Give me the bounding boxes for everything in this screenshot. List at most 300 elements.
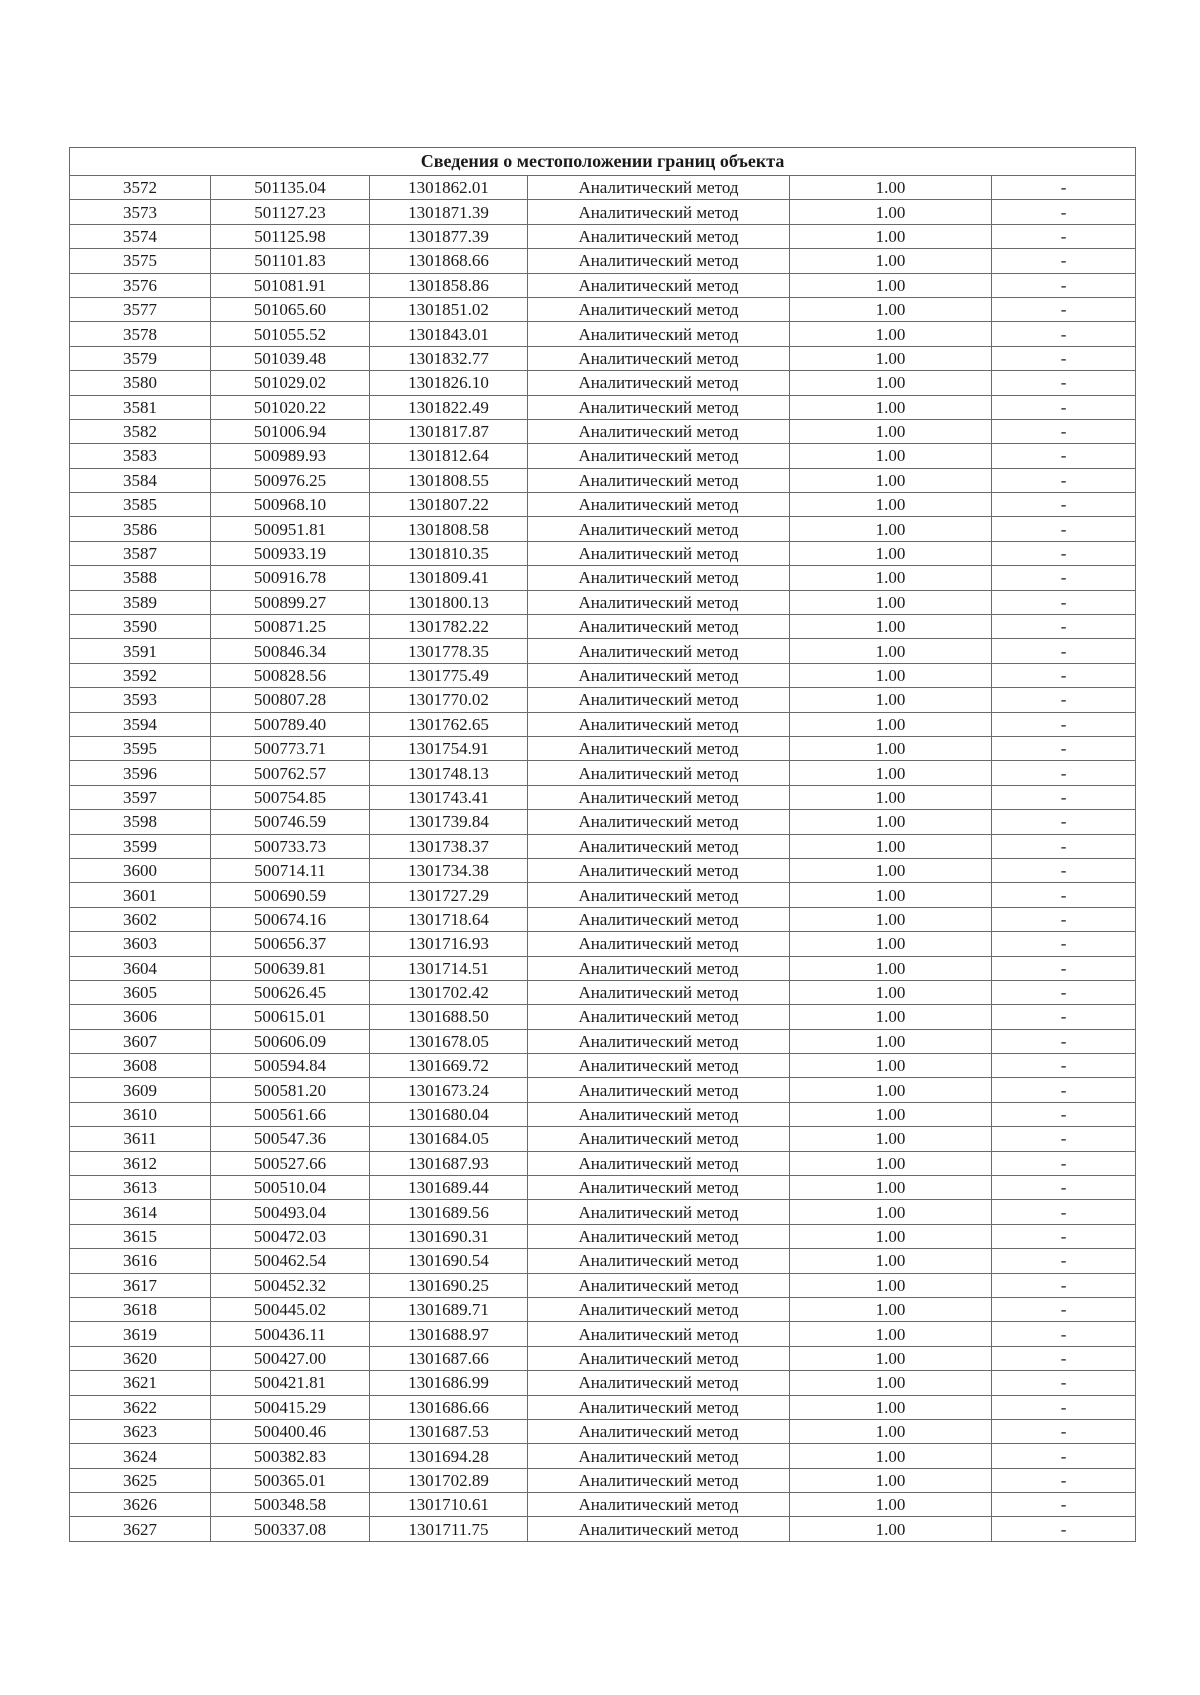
table-row — [70, 1395, 1136, 1419]
cell-point-number: 3575 — [70, 249, 211, 273]
cell-method: Аналитический метод — [528, 956, 790, 980]
cell-method: Аналитический метод — [528, 1297, 790, 1321]
cell-coordinate-x: 500462.54 — [211, 1249, 370, 1273]
cell-method: Аналитический метод — [528, 858, 790, 882]
cell-accuracy: 1.00 — [790, 785, 992, 809]
cell-point-number: 3584 — [70, 468, 211, 492]
table-row — [70, 566, 1136, 590]
cell-description: - — [992, 249, 1136, 273]
table-row — [70, 1444, 1136, 1468]
cell-description: - — [992, 1054, 1136, 1078]
cell-point-number: 3598 — [70, 810, 211, 834]
cell-coordinate-y: 1301686.66 — [370, 1395, 528, 1419]
cell-method: Аналитический метод — [528, 883, 790, 907]
cell-accuracy: 1.00 — [790, 639, 992, 663]
cell-accuracy: 1.00 — [790, 224, 992, 248]
cell-method: Аналитический метод — [528, 346, 790, 370]
cell-description: - — [992, 1297, 1136, 1321]
cell-method: Аналитический метод — [528, 493, 790, 517]
table-row — [70, 1200, 1136, 1224]
cell-method: Аналитический метод — [528, 639, 790, 663]
cell-point-number: 3617 — [70, 1273, 211, 1297]
cell-coordinate-y: 1301678.05 — [370, 1029, 528, 1053]
cell-coordinate-y: 1301748.13 — [370, 761, 528, 785]
cell-coordinate-y: 1301739.84 — [370, 810, 528, 834]
cell-description: - — [992, 1346, 1136, 1370]
cell-point-number: 3625 — [70, 1468, 211, 1492]
cell-description: - — [992, 1322, 1136, 1346]
table-row — [70, 517, 1136, 541]
cell-description: - — [992, 1395, 1136, 1419]
cell-coordinate-y: 1301669.72 — [370, 1054, 528, 1078]
cell-coordinate-y: 1301716.93 — [370, 932, 528, 956]
cell-coordinate-y: 1301762.65 — [370, 712, 528, 736]
cell-description: - — [992, 468, 1136, 492]
cell-method: Аналитический метод — [528, 761, 790, 785]
cell-accuracy: 1.00 — [790, 1297, 992, 1321]
cell-coordinate-y: 1301687.53 — [370, 1419, 528, 1443]
table-row — [70, 371, 1136, 395]
cell-method: Аналитический метод — [528, 590, 790, 614]
cell-point-number: 3602 — [70, 907, 211, 931]
table-row — [70, 493, 1136, 517]
cell-coordinate-x: 500916.78 — [211, 566, 370, 590]
cell-coordinate-x: 501135.04 — [211, 176, 370, 200]
cell-coordinate-x: 501125.98 — [211, 224, 370, 248]
cell-coordinate-x: 500976.25 — [211, 468, 370, 492]
cell-coordinate-x: 500421.81 — [211, 1371, 370, 1395]
table-row — [70, 1151, 1136, 1175]
cell-coordinate-y: 1301868.66 — [370, 249, 528, 273]
cell-point-number: 3597 — [70, 785, 211, 809]
cell-method: Аналитический метод — [528, 980, 790, 1004]
cell-description: - — [992, 615, 1136, 639]
cell-coordinate-y: 1301734.38 — [370, 858, 528, 882]
cell-coordinate-y: 1301687.66 — [370, 1346, 528, 1370]
cell-accuracy: 1.00 — [790, 712, 992, 736]
cell-description: - — [992, 1493, 1136, 1517]
cell-point-number: 3619 — [70, 1322, 211, 1346]
cell-point-number: 3605 — [70, 980, 211, 1004]
cell-accuracy: 1.00 — [790, 980, 992, 1004]
table-row — [70, 688, 1136, 712]
cell-method: Аналитический метод — [528, 1054, 790, 1078]
cell-point-number: 3591 — [70, 639, 211, 663]
cell-description: - — [992, 663, 1136, 687]
cell-coordinate-x: 500415.29 — [211, 1395, 370, 1419]
cell-description: - — [992, 761, 1136, 785]
cell-coordinate-x: 501127.23 — [211, 200, 370, 224]
cell-coordinate-x: 500615.01 — [211, 1005, 370, 1029]
cell-method: Аналитический метод — [528, 371, 790, 395]
cell-coordinate-x: 500427.00 — [211, 1346, 370, 1370]
cell-accuracy: 1.00 — [790, 371, 992, 395]
cell-coordinate-y: 1301680.04 — [370, 1102, 528, 1126]
cell-method: Аналитический метод — [528, 1371, 790, 1395]
cell-point-number: 3612 — [70, 1151, 211, 1175]
cell-accuracy: 1.00 — [790, 200, 992, 224]
cell-point-number: 3587 — [70, 541, 211, 565]
cell-coordinate-y: 1301775.49 — [370, 663, 528, 687]
table-row — [70, 639, 1136, 663]
table-row — [70, 249, 1136, 273]
cell-method: Аналитический метод — [528, 1200, 790, 1224]
cell-coordinate-y: 1301754.91 — [370, 736, 528, 760]
cell-description: - — [992, 1273, 1136, 1297]
cell-coordinate-y: 1301684.05 — [370, 1127, 528, 1151]
cell-point-number: 3579 — [70, 346, 211, 370]
cell-accuracy: 1.00 — [790, 834, 992, 858]
cell-description: - — [992, 224, 1136, 248]
cell-coordinate-y: 1301812.64 — [370, 444, 528, 468]
cell-accuracy: 1.00 — [790, 1395, 992, 1419]
table-row — [70, 273, 1136, 297]
cell-description: - — [992, 736, 1136, 760]
cell-description: - — [992, 493, 1136, 517]
table-row — [70, 1224, 1136, 1248]
cell-coordinate-x: 500348.58 — [211, 1493, 370, 1517]
cell-description: - — [992, 1029, 1136, 1053]
cell-accuracy: 1.00 — [790, 761, 992, 785]
cell-accuracy: 1.00 — [790, 1273, 992, 1297]
cell-point-number: 3599 — [70, 834, 211, 858]
cell-point-number: 3590 — [70, 615, 211, 639]
cell-point-number: 3586 — [70, 517, 211, 541]
cell-coordinate-y: 1301689.56 — [370, 1200, 528, 1224]
cell-description: - — [992, 1127, 1136, 1151]
table-row — [70, 322, 1136, 346]
cell-coordinate-x: 501006.94 — [211, 419, 370, 443]
cell-coordinate-y: 1301688.50 — [370, 1005, 528, 1029]
table-row — [70, 1493, 1136, 1517]
cell-method: Аналитический метод — [528, 1151, 790, 1175]
cell-accuracy: 1.00 — [790, 1346, 992, 1370]
cell-description: - — [992, 566, 1136, 590]
table-row — [70, 395, 1136, 419]
table-row — [70, 1029, 1136, 1053]
cell-coordinate-x: 500436.11 — [211, 1322, 370, 1346]
cell-accuracy: 1.00 — [790, 1127, 992, 1151]
table-row — [70, 932, 1136, 956]
cell-point-number: 3613 — [70, 1176, 211, 1200]
cell-method: Аналитический метод — [528, 1444, 790, 1468]
cell-coordinate-x: 500989.93 — [211, 444, 370, 468]
cell-accuracy: 1.00 — [790, 907, 992, 931]
cell-coordinate-x: 500510.04 — [211, 1176, 370, 1200]
table-row — [70, 1176, 1136, 1200]
cell-point-number: 3592 — [70, 663, 211, 687]
cell-point-number: 3595 — [70, 736, 211, 760]
cell-method: Аналитический метод — [528, 615, 790, 639]
cell-description: - — [992, 883, 1136, 907]
cell-description: - — [992, 834, 1136, 858]
table-row — [70, 1419, 1136, 1443]
table-row — [70, 297, 1136, 321]
cell-coordinate-y: 1301688.97 — [370, 1322, 528, 1346]
cell-point-number: 3603 — [70, 932, 211, 956]
cell-point-number: 3610 — [70, 1102, 211, 1126]
cell-method: Аналитический метод — [528, 1468, 790, 1492]
cell-coordinate-y: 1301727.29 — [370, 883, 528, 907]
table-row — [70, 615, 1136, 639]
cell-description: - — [992, 980, 1136, 1004]
cell-coordinate-x: 500527.66 — [211, 1151, 370, 1175]
table-body — [70, 176, 1136, 1542]
cell-coordinate-x: 500626.45 — [211, 980, 370, 1004]
cell-accuracy: 1.00 — [790, 1005, 992, 1029]
cell-accuracy: 1.00 — [790, 493, 992, 517]
cell-coordinate-x: 500968.10 — [211, 493, 370, 517]
table-row — [70, 1517, 1136, 1541]
cell-coordinate-y: 1301718.64 — [370, 907, 528, 931]
cell-accuracy: 1.00 — [790, 1102, 992, 1126]
cell-description: - — [992, 1371, 1136, 1395]
cell-coordinate-x: 500445.02 — [211, 1297, 370, 1321]
cell-method: Аналитический метод — [528, 1249, 790, 1273]
cell-accuracy: 1.00 — [790, 1224, 992, 1248]
cell-description: - — [992, 1444, 1136, 1468]
table-row — [70, 468, 1136, 492]
cell-coordinate-y: 1301673.24 — [370, 1078, 528, 1102]
cell-coordinate-x: 500789.40 — [211, 712, 370, 736]
cell-method: Аналитический метод — [528, 1273, 790, 1297]
cell-method: Аналитический метод — [528, 663, 790, 687]
cell-coordinate-x: 500337.08 — [211, 1517, 370, 1541]
cell-method: Аналитический метод — [528, 566, 790, 590]
table-row — [70, 1005, 1136, 1029]
cell-description: - — [992, 1517, 1136, 1541]
cell-method: Аналитический метод — [528, 1493, 790, 1517]
cell-accuracy: 1.00 — [790, 1493, 992, 1517]
cell-method: Аналитический метод — [528, 176, 790, 200]
cell-coordinate-x: 500547.36 — [211, 1127, 370, 1151]
table-title: Сведения о местоположении границ объекта — [70, 148, 1136, 176]
table-row — [70, 444, 1136, 468]
cell-method: Аналитический метод — [528, 395, 790, 419]
table-row — [70, 1273, 1136, 1297]
cell-method: Аналитический метод — [528, 419, 790, 443]
cell-method: Аналитический метод — [528, 541, 790, 565]
cell-point-number: 3574 — [70, 224, 211, 248]
cell-accuracy: 1.00 — [790, 956, 992, 980]
cell-method: Аналитический метод — [528, 688, 790, 712]
cell-coordinate-y: 1301690.54 — [370, 1249, 528, 1273]
cell-point-number: 3607 — [70, 1029, 211, 1053]
table-row — [70, 1322, 1136, 1346]
cell-method: Аналитический метод — [528, 907, 790, 931]
cell-accuracy: 1.00 — [790, 883, 992, 907]
table-row — [70, 1297, 1136, 1321]
table-row — [70, 883, 1136, 907]
cell-description: - — [992, 1249, 1136, 1273]
cell-coordinate-y: 1301807.22 — [370, 493, 528, 517]
cell-coordinate-y: 1301743.41 — [370, 785, 528, 809]
table-row — [70, 419, 1136, 443]
table-row — [70, 1468, 1136, 1492]
cell-accuracy: 1.00 — [790, 1078, 992, 1102]
cell-coordinate-x: 500561.66 — [211, 1102, 370, 1126]
cell-coordinate-x: 500690.59 — [211, 883, 370, 907]
cell-coordinate-x: 501081.91 — [211, 273, 370, 297]
cell-coordinate-x: 500594.84 — [211, 1054, 370, 1078]
table-row — [70, 956, 1136, 980]
cell-description: - — [992, 590, 1136, 614]
cell-coordinate-y: 1301702.89 — [370, 1468, 528, 1492]
cell-coordinate-y: 1301817.87 — [370, 419, 528, 443]
cell-method: Аналитический метод — [528, 1224, 790, 1248]
cell-method: Аналитический метод — [528, 1395, 790, 1419]
table-row — [70, 1346, 1136, 1370]
cell-method: Аналитический метод — [528, 932, 790, 956]
cell-coordinate-y: 1301738.37 — [370, 834, 528, 858]
cell-coordinate-x: 500733.73 — [211, 834, 370, 858]
cell-coordinate-x: 501039.48 — [211, 346, 370, 370]
cell-accuracy: 1.00 — [790, 688, 992, 712]
cell-method: Аналитический метод — [528, 1176, 790, 1200]
cell-method: Аналитический метод — [528, 468, 790, 492]
cell-coordinate-y: 1301710.61 — [370, 1493, 528, 1517]
cell-accuracy: 1.00 — [790, 1200, 992, 1224]
cell-coordinate-y: 1301822.49 — [370, 395, 528, 419]
cell-method: Аналитический метод — [528, 444, 790, 468]
cell-method: Аналитический метод — [528, 297, 790, 321]
cell-point-number: 3623 — [70, 1419, 211, 1443]
cell-method: Аналитический метод — [528, 1078, 790, 1102]
cell-point-number: 3622 — [70, 1395, 211, 1419]
cell-coordinate-y: 1301808.58 — [370, 517, 528, 541]
cell-description: - — [992, 1200, 1136, 1224]
cell-method: Аналитический метод — [528, 1127, 790, 1151]
cell-method: Аналитический метод — [528, 1005, 790, 1029]
cell-accuracy: 1.00 — [790, 1151, 992, 1175]
cell-accuracy: 1.00 — [790, 1054, 992, 1078]
table-row — [70, 346, 1136, 370]
cell-accuracy: 1.00 — [790, 1176, 992, 1200]
table-row — [70, 712, 1136, 736]
cell-coordinate-x: 500639.81 — [211, 956, 370, 980]
cell-method: Аналитический метод — [528, 736, 790, 760]
cell-description: - — [992, 297, 1136, 321]
cell-accuracy: 1.00 — [790, 346, 992, 370]
cell-coordinate-x: 500714.11 — [211, 858, 370, 882]
cell-method: Аналитический метод — [528, 273, 790, 297]
cell-description: - — [992, 810, 1136, 834]
cell-point-number: 3580 — [70, 371, 211, 395]
cell-coordinate-x: 500933.19 — [211, 541, 370, 565]
cell-coordinate-x: 500871.25 — [211, 615, 370, 639]
cell-coordinate-y: 1301782.22 — [370, 615, 528, 639]
cell-coordinate-y: 1301851.02 — [370, 297, 528, 321]
cell-accuracy: 1.00 — [790, 1249, 992, 1273]
cell-coordinate-x: 500762.57 — [211, 761, 370, 785]
cell-method: Аналитический метод — [528, 224, 790, 248]
cell-description: - — [992, 395, 1136, 419]
cell-coordinate-x: 501029.02 — [211, 371, 370, 395]
cell-coordinate-y: 1301809.41 — [370, 566, 528, 590]
cell-accuracy: 1.00 — [790, 444, 992, 468]
cell-point-number: 3615 — [70, 1224, 211, 1248]
cell-point-number: 3600 — [70, 858, 211, 882]
cell-coordinate-y: 1301686.99 — [370, 1371, 528, 1395]
table-row — [70, 1127, 1136, 1151]
table-row — [70, 1102, 1136, 1126]
cell-accuracy: 1.00 — [790, 590, 992, 614]
cell-point-number: 3585 — [70, 493, 211, 517]
cell-point-number: 3577 — [70, 297, 211, 321]
table-row — [70, 834, 1136, 858]
table-row — [70, 785, 1136, 809]
cell-point-number: 3594 — [70, 712, 211, 736]
cell-coordinate-x: 500400.46 — [211, 1419, 370, 1443]
cell-point-number: 3616 — [70, 1249, 211, 1273]
cell-description: - — [992, 273, 1136, 297]
cell-description: - — [992, 200, 1136, 224]
cell-method: Аналитический метод — [528, 249, 790, 273]
cell-accuracy: 1.00 — [790, 297, 992, 321]
cell-coordinate-y: 1301714.51 — [370, 956, 528, 980]
cell-coordinate-x: 500846.34 — [211, 639, 370, 663]
cell-coordinate-x: 500899.27 — [211, 590, 370, 614]
cell-coordinate-y: 1301871.39 — [370, 200, 528, 224]
table-title-row — [70, 148, 1136, 176]
table-row — [70, 1249, 1136, 1273]
cell-description: - — [992, 1468, 1136, 1492]
cell-accuracy: 1.00 — [790, 1029, 992, 1053]
cell-coordinate-y: 1301832.77 — [370, 346, 528, 370]
cell-coordinate-x: 500606.09 — [211, 1029, 370, 1053]
cell-coordinate-x: 500472.03 — [211, 1224, 370, 1248]
cell-coordinate-y: 1301877.39 — [370, 224, 528, 248]
document-page — [69, 147, 1135, 1542]
cell-accuracy: 1.00 — [790, 1371, 992, 1395]
cell-accuracy: 1.00 — [790, 566, 992, 590]
table-row — [70, 810, 1136, 834]
cell-coordinate-y: 1301843.01 — [370, 322, 528, 346]
cell-point-number: 3621 — [70, 1371, 211, 1395]
cell-coordinate-x: 500746.59 — [211, 810, 370, 834]
cell-accuracy: 1.00 — [790, 615, 992, 639]
cell-coordinate-x: 501055.52 — [211, 322, 370, 346]
table-row — [70, 761, 1136, 785]
cell-method: Аналитический метод — [528, 1346, 790, 1370]
cell-method: Аналитический метод — [528, 1102, 790, 1126]
cell-accuracy: 1.00 — [790, 249, 992, 273]
cell-coordinate-x: 501020.22 — [211, 395, 370, 419]
cell-coordinate-y: 1301689.71 — [370, 1297, 528, 1321]
cell-accuracy: 1.00 — [790, 663, 992, 687]
cell-method: Аналитический метод — [528, 1322, 790, 1346]
table-row — [70, 541, 1136, 565]
cell-point-number: 3588 — [70, 566, 211, 590]
cell-method: Аналитический метод — [528, 1029, 790, 1053]
cell-point-number: 3578 — [70, 322, 211, 346]
cell-description: - — [992, 419, 1136, 443]
cell-description: - — [992, 541, 1136, 565]
table-row — [70, 663, 1136, 687]
cell-coordinate-x: 500452.32 — [211, 1273, 370, 1297]
cell-coordinate-y: 1301800.13 — [370, 590, 528, 614]
cell-point-number: 3627 — [70, 1517, 211, 1541]
cell-coordinate-x: 500493.04 — [211, 1200, 370, 1224]
cell-accuracy: 1.00 — [790, 273, 992, 297]
cell-description: - — [992, 956, 1136, 980]
cell-point-number: 3609 — [70, 1078, 211, 1102]
cell-coordinate-x: 501065.60 — [211, 297, 370, 321]
cell-accuracy: 1.00 — [790, 517, 992, 541]
cell-method: Аналитический метод — [528, 200, 790, 224]
cell-description: - — [992, 1176, 1136, 1200]
cell-coordinate-y: 1301810.35 — [370, 541, 528, 565]
